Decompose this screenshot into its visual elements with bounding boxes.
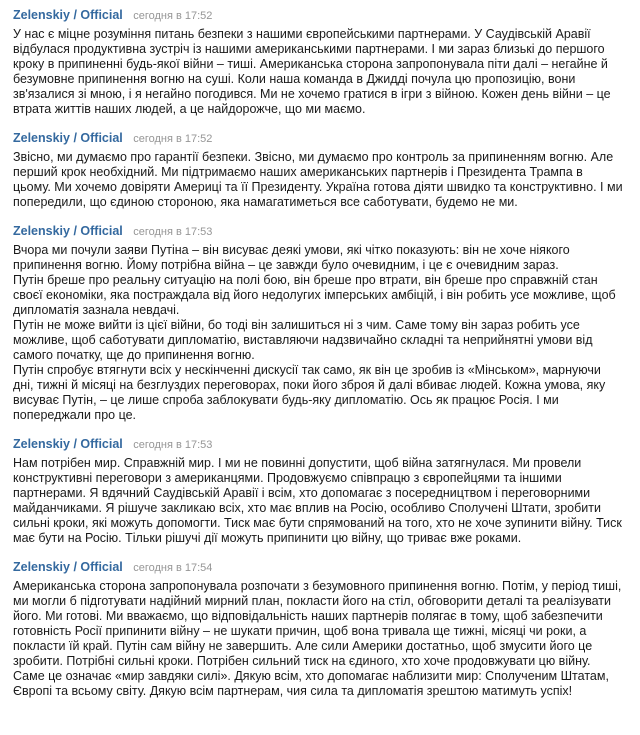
message-text: [13, 456, 624, 546]
message-paragraph: Американська сторона запропонувала розпочати з безумовного припинення вогню. Потім, у період тиші, ми могли б підготувати надійний мирний план, покласти його на стіл, обговорити деталі та реалізувати його. Ми готові. Ми вважаємо, що відповідальність наших партнерів полягає в тому, щоб забезпечити готовність Росії припинити війну – не шукати причин, щоб вона тривала ще тижні, місяці чи роки, а покласти їй край. Путін сам війну не завершить. Але сили Америки достатньо, щоб змусити його це зробити. Потрібні сильні кроки. Потрібен сильний тиск на єдиного, хто хоче продовжувати цю війну. Саме це означає «мир завдяки силі». Дякую всім, хто допомагає наблизити мир: Сполученим Штатам, Європі та всьому світу. Дякую всім партнерам, чия сила та дипломатія зрештою матимуть успіх!: [13, 579, 622, 698]
message-paragraph: Нам потрібен мир. Справжній мир. І ми не повинні допустити, щоб війна затягнулася. Ми провели конструктивні переговори з американцями. Продовжуємо співпрацю з європейцями та іншими партнерами. Я вдячний Саудівській Аравії і всім, хто допомагає з посередництвом і переговорними майданчиками. Я рішуче закликаю всіх, хто має вплив на Росію, особливо Сполучені Штати, зробити сильні кроки, які можуть допомогти. Тиск має бути спрямований на того, хто не хоче зупинити війну. Тиск має бути на Росію. Тільки рішучі дії можуть припинити цю війну, що триває вже роками.: [13, 456, 622, 545]
message-paragraph: Звісно, ми думаємо про гарантії безпеки. Звісно, ми думаємо про контроль за припиненням вогню. Але перший крок необхідний. Ми підтримаємо наших американських партнерів і Президента Трампа в цьому. Ми хочемо довіряти Америці та її Президенту. Україна готова діяти швидко та конструктивно. І ми попередили, що єдиною стороною, яка намагатиметься все саботувати, будемо не ми.: [13, 150, 623, 209]
message-timestamp: сегодня в 17:52: [133, 10, 213, 22]
message-header: [13, 559, 624, 576]
channel-message: [13, 436, 624, 546]
message-timestamp: сегодня в 17:52: [133, 133, 213, 145]
message-timestamp: сегодня в 17:53: [133, 439, 213, 451]
channel-message: [13, 559, 624, 699]
channel-name-link[interactable]: Zelenskiy / Official: [13, 560, 123, 574]
message-paragraph: У нас є міцне розуміння питань безпеки з нашими європейськими партнерами. У Саудівській Аравії відбулася продуктивна зустріч із нашими американськими партнерами. І ми зараз близькі до першого кроку в припиненні будь-якої війни – тиші. Американська сторона запропонувала піти далі – негайне й безумовне припинення вогню на суші. Коли наша команда в Джидді почула цю пропозицію, вони зв'язалися зі мною, і я негайно погодився. Ми не хочемо гратися в ігри з війною. Кожен день війни – це втрата життів наших людей, а це найдорожче, що ми маємо.: [13, 27, 611, 116]
message-header: [13, 436, 624, 453]
channel-message: [13, 130, 624, 210]
message-text: [13, 579, 624, 699]
message-text: [13, 150, 624, 210]
message-timestamp: сегодня в 17:53: [133, 226, 213, 238]
message-paragraph: Путін не може вийти із цієї війни, бо тоді він залишиться ні з чим. Саме тому він зараз робить усе можливе, щоб саботувати дипломатію, виставляючи надзвичайно складні та неприйнятні умови від самого початку, ще до припинення вогню.: [13, 318, 593, 362]
message-text: [13, 243, 624, 423]
message-timestamp: сегодня в 17:54: [133, 562, 213, 574]
message-paragraph: Путін спробує втягнути всіх у нескінченні дискусії так само, як він це зробив із «Мінськом», марнуючи дні, тижні й місяці на безглуздих переговорах, поки його зброя й далі вбиває людей. Кожна умова, яку висуває Путін, – це лише спроба заблокувати будь-яку дипломатію. Ось як працює Росія. І ми попереджали про це.: [13, 363, 606, 422]
channel-name-link[interactable]: Zelenskiy / Official: [13, 8, 123, 22]
message-header: [13, 223, 624, 240]
channel-message: [13, 223, 624, 423]
channel-name-link[interactable]: Zelenskiy / Official: [13, 437, 123, 451]
channel-name-link[interactable]: Zelenskiy / Official: [13, 224, 123, 238]
message-header: [13, 7, 624, 24]
message-text: [13, 27, 624, 117]
message-paragraph: Путін бреше про реальну ситуацію на полі бою, він бреше про втрати, він бреше про справжній стан своєї економіки, яка постраждала від його недолугих імперських амбіцій, і він робить усе можливе, щоб дипломатія зазнала невдачі.: [13, 273, 616, 317]
channel-message: [13, 7, 624, 117]
message-paragraph: Вчора ми почули заяви Путіна – він висуває деякі умови, які чітко показують: він не хоче ніякого припинення вогню. Йому потрібна війна – це завжди було очевидним, і це є очевидним зараз.: [13, 243, 570, 272]
message-header: [13, 130, 624, 147]
channel-name-link[interactable]: Zelenskiy / Official: [13, 131, 123, 145]
